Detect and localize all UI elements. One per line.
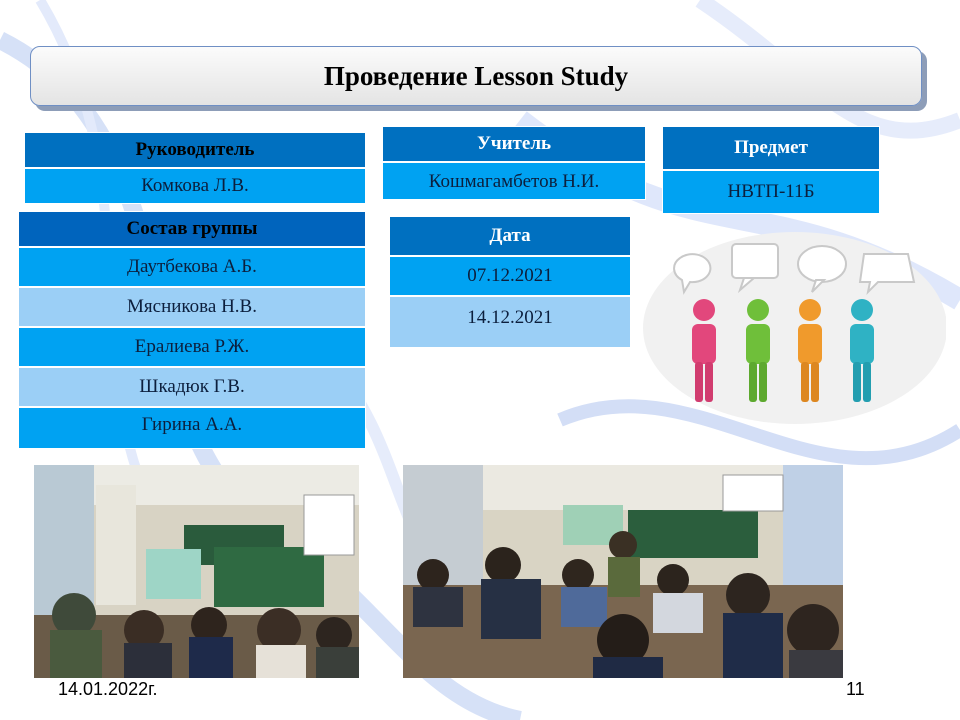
footer-date: 14.01.2022г. — [58, 679, 158, 699]
date-value: 14.12.2021 — [389, 296, 631, 348]
classroom-photo-left — [34, 465, 359, 678]
subject-value: НВТП-11Б — [662, 170, 880, 214]
slide-title: Проведение Lesson Study — [30, 46, 922, 106]
teacher-header: Учитель — [382, 126, 646, 162]
leader-header: Руководитель — [24, 132, 366, 168]
leader-name: Комкова Л.В. — [24, 168, 366, 204]
classroom-photo-right — [403, 465, 843, 678]
page-number: 11 — [846, 679, 865, 699]
discussion-people-illustration — [640, 228, 946, 428]
group-member: Мясникова Н.В. — [18, 287, 366, 327]
date-header: Дата — [389, 216, 631, 256]
date-value: 07.12.2021 — [389, 256, 631, 296]
group-member: Ералиева Р.Ж. — [18, 327, 366, 367]
group-member: Гирина А.А. — [18, 407, 366, 449]
group-member: Даутбекова А.Б. — [18, 247, 366, 287]
teacher-name: Кошмагамбетов Н.И. — [382, 162, 646, 200]
group-member: Шкадюк Г.В. — [18, 367, 366, 407]
subject-header: Предмет — [662, 126, 880, 170]
group-header: Состав группы — [18, 211, 366, 247]
